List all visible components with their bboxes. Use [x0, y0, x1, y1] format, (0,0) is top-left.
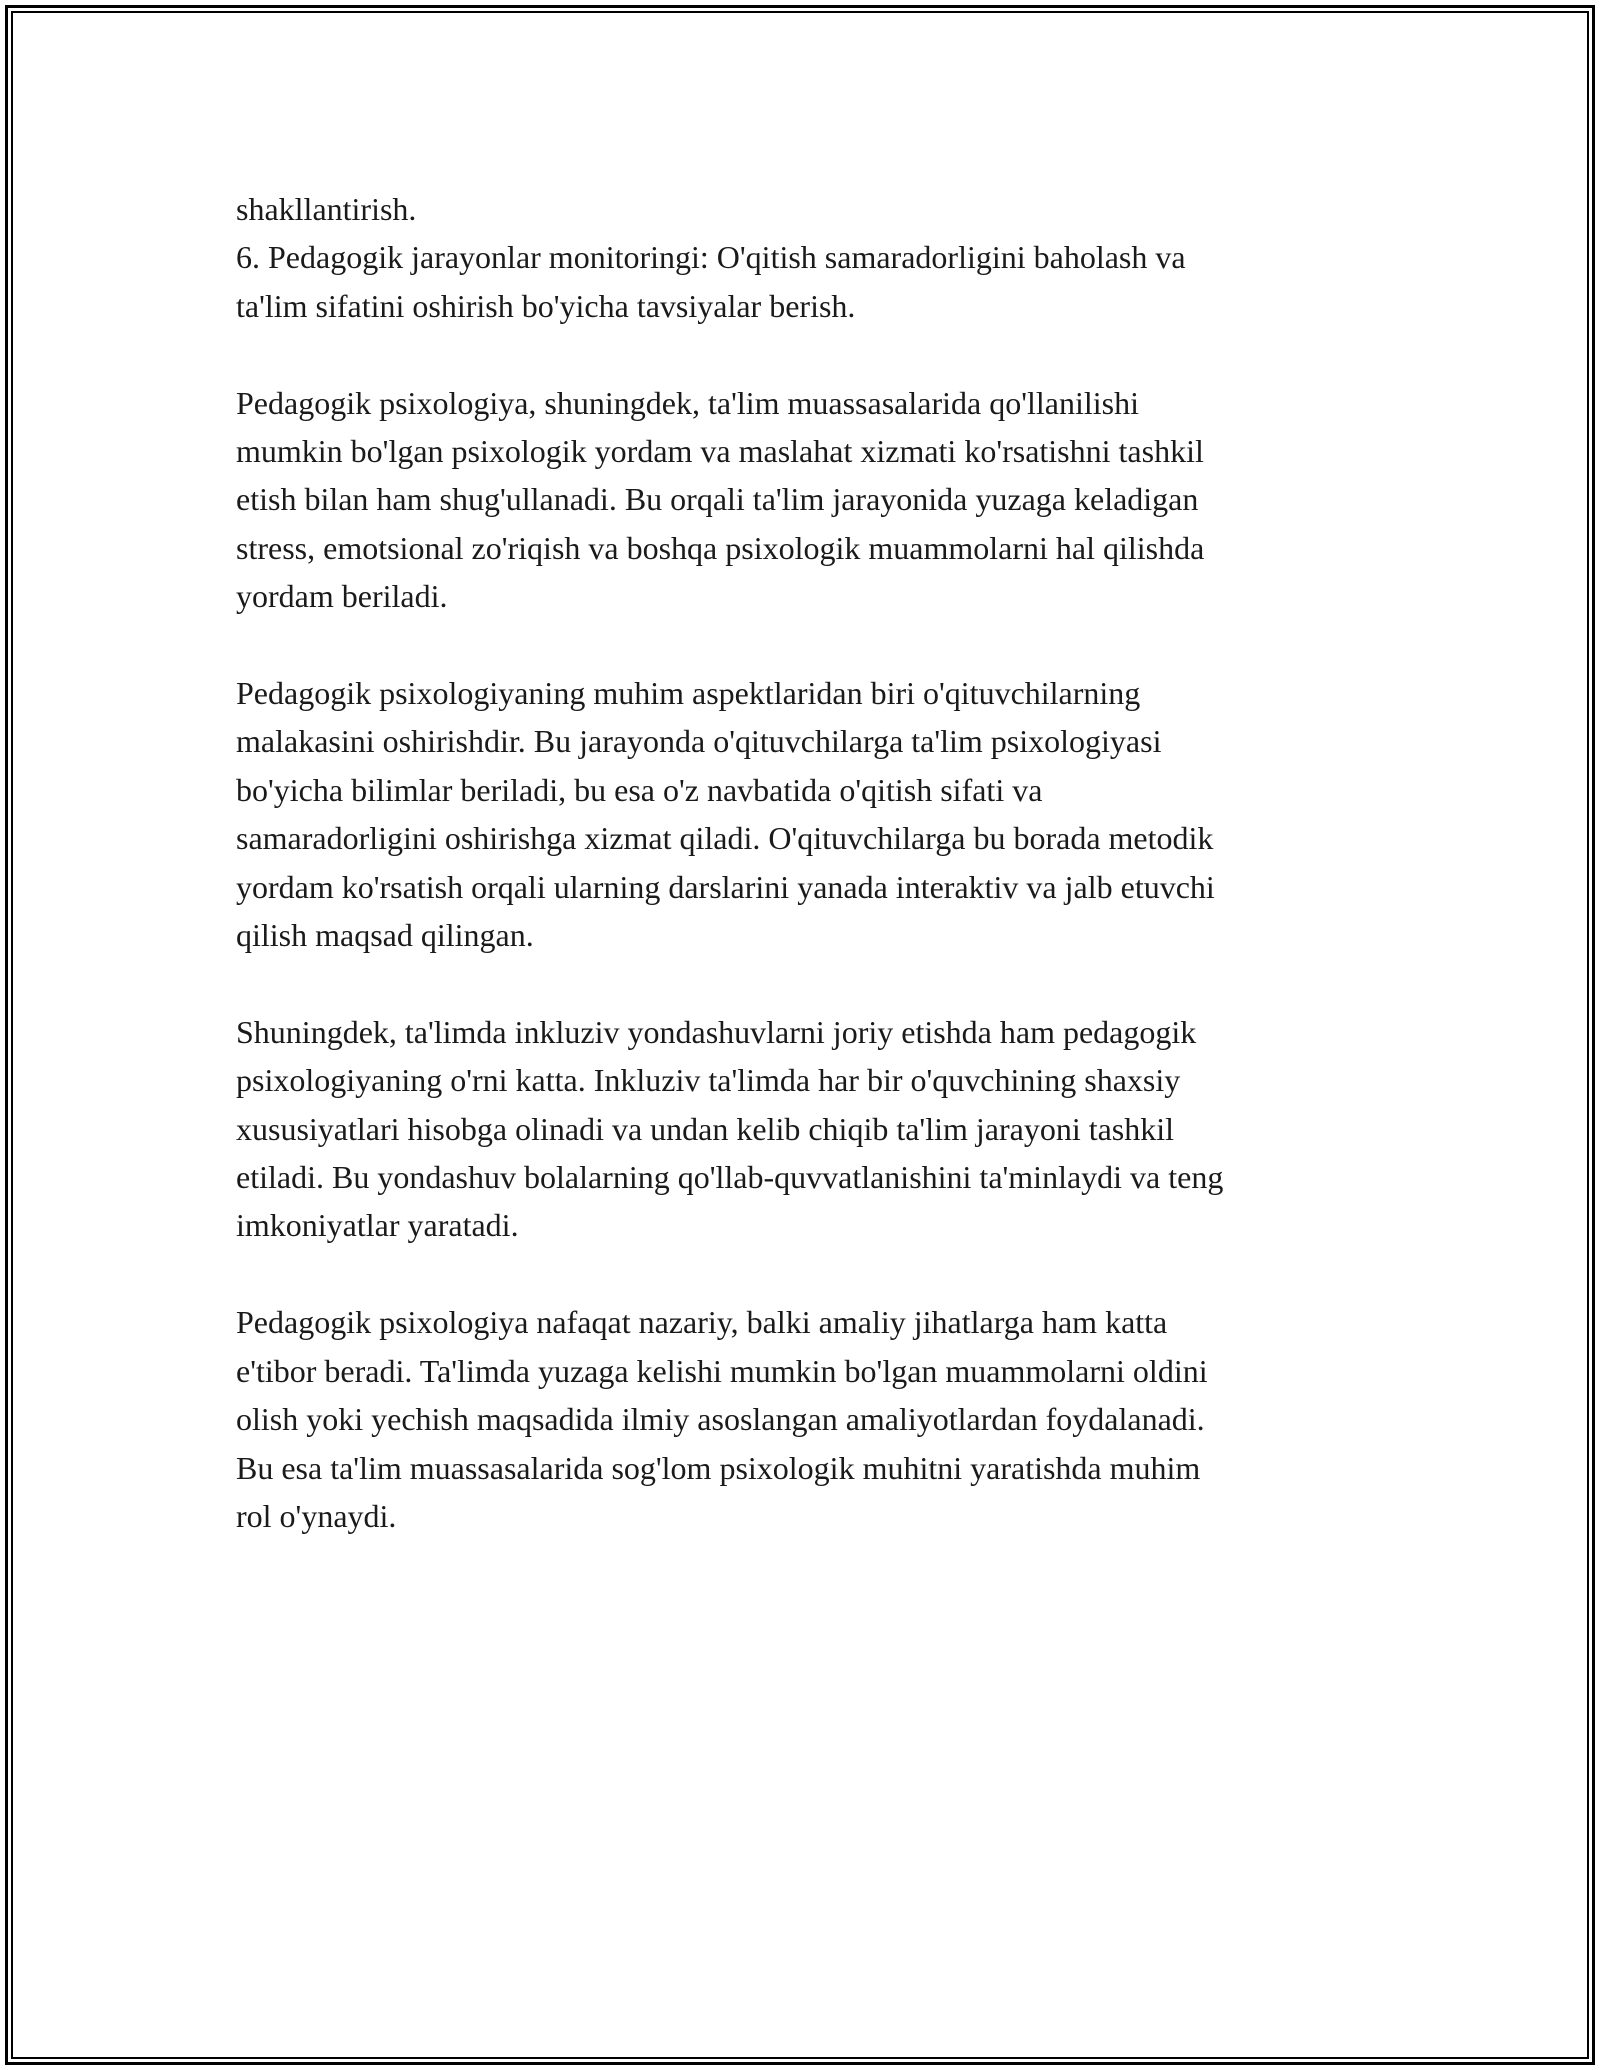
- text-line: Shuningdek, ta'limda inkluziv yondashuvlarni joriy etishda ham pedagogik: [236, 1013, 1197, 1050]
- paragraph-2: [236, 669, 1396, 959]
- text-line: ta'lim sifatini oshirish bo'yicha tavsiyalar berish.: [236, 287, 856, 324]
- text-line: Bu esa ta'lim muassasalarida sog'lom psixologik muhitni yaratishda muhim: [236, 1449, 1201, 1486]
- text-line: mumkin bo'lgan psixologik yordam va maslahat xizmati ko'rsatishni tashkil: [236, 433, 1204, 470]
- text-line: qilish maqsad qilingan.: [236, 917, 534, 954]
- text-line: malakasini oshirishdir. Bu jarayonda o'qituvchilarga ta'lim psixologiyasi: [236, 723, 1162, 760]
- text-line: olish yoki yechish maqsadida ilmiy asoslangan amaliyotlardan foydalanadi.: [236, 1401, 1205, 1438]
- text-line: e'tibor beradi. Ta'limda yuzaga kelishi mumkin bo'lgan muammolarni oldini: [236, 1352, 1208, 1389]
- text-line: bo'yicha bilimlar beriladi, bu esa o'z navbatida o'qitish sifati va: [236, 771, 1043, 808]
- text-line: xususiyatlari hisobga olinadi va undan kelib chiqib ta'lim jarayoni tashkil: [236, 1110, 1175, 1147]
- text-line: Pedagogik psixologiyaning muhim aspektlaridan biri o'qituvchilarning: [236, 675, 1141, 712]
- text-line: stress, emotsional zo'riqish va boshqa psixologik muammolarni hal qilishda: [236, 529, 1205, 566]
- document-body: [236, 185, 1396, 1589]
- text-line: imkoniyatlar yaratadi.: [236, 1207, 519, 1244]
- text-line: etiladi. Bu yondashuv bolalarning qo'llab-quvvatlanishini ta'minlaydi va teng: [236, 1159, 1224, 1196]
- text-line: etish bilan ham shug'ullanadi. Bu orqali ta'lim jarayonida yuzaga keladigan: [236, 481, 1199, 518]
- text-line: samaradorligini oshirishga xizmat qiladi. O'qituvchilarga bu borada metodik: [236, 820, 1214, 857]
- paragraph-1: [236, 379, 1396, 621]
- text-line: Pedagogik psixologiya nafaqat nazariy, balki amaliy jihatlarga ham katta: [236, 1304, 1168, 1341]
- paragraph-4: [236, 1298, 1396, 1540]
- list-item-6: 6. Pedagogik jarayonlar monitoringi: O'qitish samaradorligini baholash va: [236, 239, 1186, 276]
- text-line: Pedagogik psixologiya, shuningdek, ta'lim muassasalarida qo'llanilishi: [236, 384, 1139, 421]
- text-line: shakllantirish.: [236, 191, 417, 227]
- paragraph-3: [236, 1008, 1396, 1250]
- text-line: yordam beriladi.: [236, 578, 448, 615]
- text-line: rol o'ynaydi.: [236, 1497, 397, 1534]
- text-line: psixologiyaning o'rni katta. Inkluziv ta'limda har bir o'quvchining shaxsiy: [236, 1062, 1181, 1099]
- text-line: yordam ko'rsatish orqali ularning darslarini yanada interaktiv va jalb etuvchi: [236, 868, 1215, 905]
- intro-lines: [236, 185, 1396, 330]
